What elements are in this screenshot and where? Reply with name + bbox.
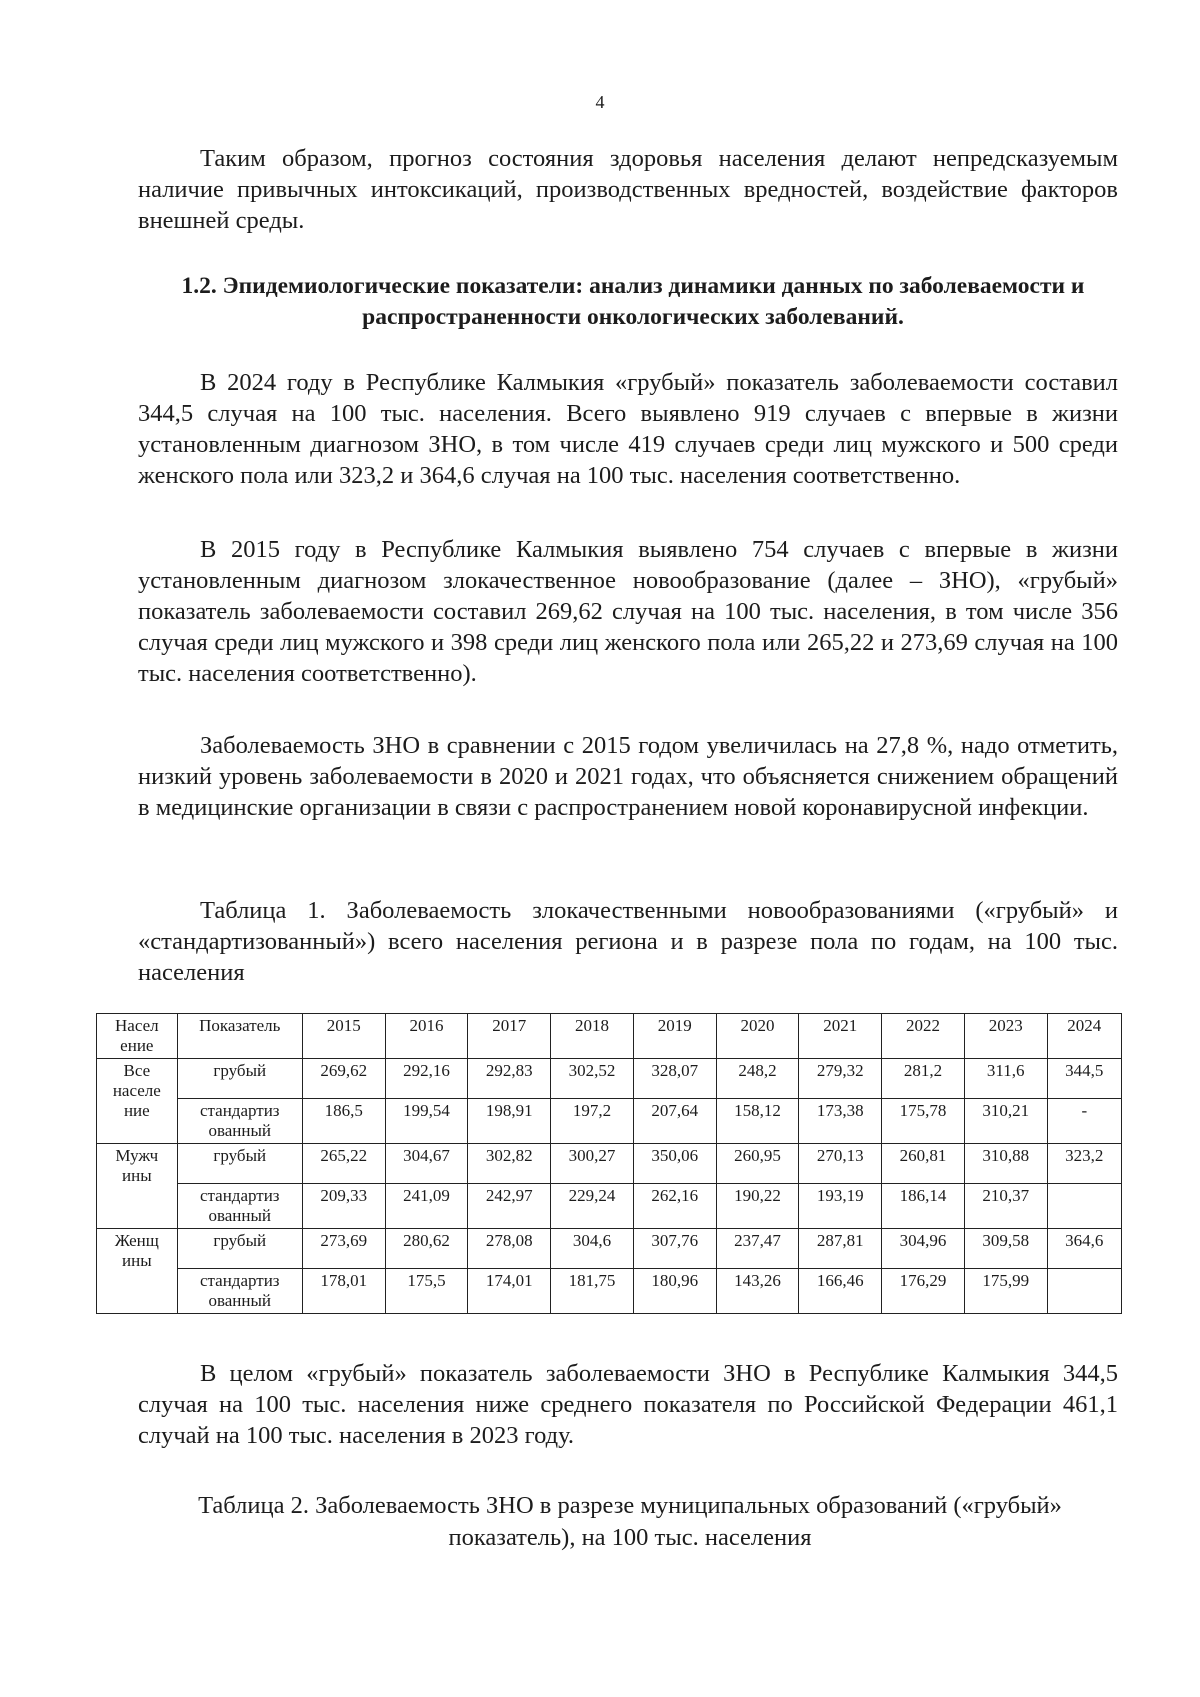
indicator-cell: стандартиз ованный [177, 1099, 302, 1144]
table-row [97, 1059, 1122, 1099]
population-group-cell: Все населе ние [97, 1059, 178, 1144]
value-cell: 273,69 [302, 1229, 385, 1269]
paragraph-2015: В 2015 году в Республике Калмыкия выявлено 754 случаев с впервые в жизни установленным диагнозом злокачественное новообразование (далее – ЗНО), «грубый» показатель заболеваемости составил 269,62 случая на 100 тыс. населения, в том числе 356 случая среди лиц мужского и 398 среди лиц женского пола или 265,22 и 273,69 случая на 100 тыс. населения соответственно). [138, 536, 1118, 687]
value-cell: 304,6 [551, 1229, 634, 1269]
value-cell: 181,75 [551, 1269, 634, 1314]
indicator-cell: грубый [177, 1229, 302, 1269]
value-cell: 186,5 [302, 1099, 385, 1144]
value-cell: 143,26 [716, 1269, 799, 1314]
table-header-cell: 2016 [385, 1014, 468, 1059]
indicator-cell: грубый [177, 1144, 302, 1184]
value-cell: 262,16 [633, 1184, 716, 1229]
value-cell: 166,46 [799, 1269, 882, 1314]
value-cell: 304,67 [385, 1144, 468, 1184]
value-cell: 210,37 [964, 1184, 1047, 1229]
incidence-table-body [97, 1014, 1122, 1314]
value-cell: - [1047, 1099, 1121, 1144]
table-header-cell: 2022 [882, 1014, 965, 1059]
value-cell: 175,5 [385, 1269, 468, 1314]
population-group-cell: Женщ ины [97, 1229, 178, 1314]
value-cell: 302,52 [551, 1059, 634, 1099]
value-cell: 207,64 [633, 1099, 716, 1144]
value-cell: 311,6 [964, 1059, 1047, 1099]
value-cell: 260,95 [716, 1144, 799, 1184]
value-cell: 173,38 [799, 1099, 882, 1144]
table-row [97, 1099, 1122, 1144]
value-cell: 279,32 [799, 1059, 882, 1099]
value-cell: 209,33 [302, 1184, 385, 1229]
value-cell: 344,5 [1047, 1059, 1121, 1099]
value-cell: 281,2 [882, 1059, 965, 1099]
value-cell: 292,83 [468, 1059, 551, 1099]
value-cell: 158,12 [716, 1099, 799, 1144]
value-cell: 350,06 [633, 1144, 716, 1184]
value-cell: 242,97 [468, 1184, 551, 1229]
table-header-cell: 2020 [716, 1014, 799, 1059]
value-cell: 237,47 [716, 1229, 799, 1269]
table-header-cell: 2021 [799, 1014, 882, 1059]
table-header-row [97, 1014, 1122, 1059]
table-header-cell: 2024 [1047, 1014, 1121, 1059]
value-cell: 265,22 [302, 1144, 385, 1184]
page-number: 4 [595, 92, 605, 112]
paragraph-comparison: Заболеваемость ЗНО в сравнении с 2015 годом увеличилась на 27,8 %, надо отметить, низкий уровень заболеваемости в 2020 и 2021 годах, что объясняется снижением обращений в медицинские организации в связи с распространением новой коронавирусной инфекции. [138, 732, 1118, 821]
value-cell: 323,2 [1047, 1144, 1121, 1184]
value-cell: 300,27 [551, 1144, 634, 1184]
table-header-cell: 2018 [551, 1014, 634, 1059]
population-group-cell: Мужч ины [97, 1144, 178, 1229]
value-cell: 178,01 [302, 1269, 385, 1314]
indicator-cell: стандартиз ованный [177, 1184, 302, 1229]
table-header-cell: 2023 [964, 1014, 1047, 1059]
value-cell: 186,14 [882, 1184, 965, 1229]
value-cell: 199,54 [385, 1099, 468, 1144]
table-header-cell: Насел ение [97, 1014, 178, 1059]
value-cell: 310,88 [964, 1144, 1047, 1184]
value-cell: 278,08 [468, 1229, 551, 1269]
value-cell: 174,01 [468, 1269, 551, 1314]
table-row [97, 1269, 1122, 1314]
paragraph-2024: В 2024 году в Республике Калмыкия «грубый» показатель заболеваемости составил 344,5 случая на 100 тыс. населения. Всего выявлено 919 случаев с впервые в жизни установленным диагнозом ЗНО, в том числе 419 случаев среди лиц мужского и 500 среди женского пола или 323,2 и 364,6 случая на 100 тыс. населения соответственно. [138, 369, 1118, 489]
value-cell: 287,81 [799, 1229, 882, 1269]
value-cell: 280,62 [385, 1229, 468, 1269]
table-header-cell: 2017 [468, 1014, 551, 1059]
paragraph-intro: Таким образом, прогноз состояния здоровья населения делают непредсказуемым наличие привычных интоксикаций, производственных вредностей, воздействие факторов внешней среды. [138, 145, 1118, 234]
table1-caption: Таблица 1. Заболеваемость злокачественными новообразованиями («грубый» и «стандартизованный») всего населения региона и в разрезе пола по годам, на 100 тыс. населения [138, 897, 1118, 986]
value-cell: 302,82 [468, 1144, 551, 1184]
table-row [97, 1184, 1122, 1229]
section-heading: 1.2. Эпидемиологические показатели: анализ динамики данных по заболеваемости и распространенности онкологических заболеваний. [181, 273, 1085, 330]
value-cell: 180,96 [633, 1269, 716, 1314]
value-cell: 176,29 [882, 1269, 965, 1314]
value-cell: 364,6 [1047, 1229, 1121, 1269]
table-row [97, 1144, 1122, 1184]
table-header-cell: 2019 [633, 1014, 716, 1059]
table-header-cell: 2015 [302, 1014, 385, 1059]
indicator-cell: стандартиз ованный [177, 1269, 302, 1314]
value-cell: 292,16 [385, 1059, 468, 1099]
incidence-table [96, 1013, 1122, 1314]
value-cell: 269,62 [302, 1059, 385, 1099]
value-cell: 307,76 [633, 1229, 716, 1269]
value-cell: 197,2 [551, 1099, 634, 1144]
indicator-cell: грубый [177, 1059, 302, 1099]
value-cell: 248,2 [716, 1059, 799, 1099]
value-cell: 175,78 [882, 1099, 965, 1144]
value-cell: 270,13 [799, 1144, 882, 1184]
value-cell: 309,58 [964, 1229, 1047, 1269]
value-cell: 198,91 [468, 1099, 551, 1144]
value-cell: 229,24 [551, 1184, 634, 1229]
value-cell: 310,21 [964, 1099, 1047, 1144]
paragraph-summary: В целом «грубый» показатель заболеваемости ЗНО в Республике Калмыкия 344,5 случая на 100 тыс. населения ниже среднего показателя по Российской Федерации 461,1 случай на 100 тыс. населения в 2023 году. [138, 1360, 1118, 1449]
value-cell: 175,99 [964, 1269, 1047, 1314]
value-cell: 241,09 [385, 1184, 468, 1229]
table2-caption: Таблица 2. Заболеваемость ЗНО в разрезе муниципальных образований («грубый» показатель), на 100 тыс. населения [198, 1492, 1062, 1551]
value-cell [1047, 1269, 1121, 1314]
value-cell: 193,19 [799, 1184, 882, 1229]
table-row [97, 1229, 1122, 1269]
value-cell [1047, 1184, 1121, 1229]
value-cell: 260,81 [882, 1144, 965, 1184]
value-cell: 190,22 [716, 1184, 799, 1229]
value-cell: 304,96 [882, 1229, 965, 1269]
table-header-cell: Показатель [177, 1014, 302, 1059]
value-cell: 328,07 [633, 1059, 716, 1099]
